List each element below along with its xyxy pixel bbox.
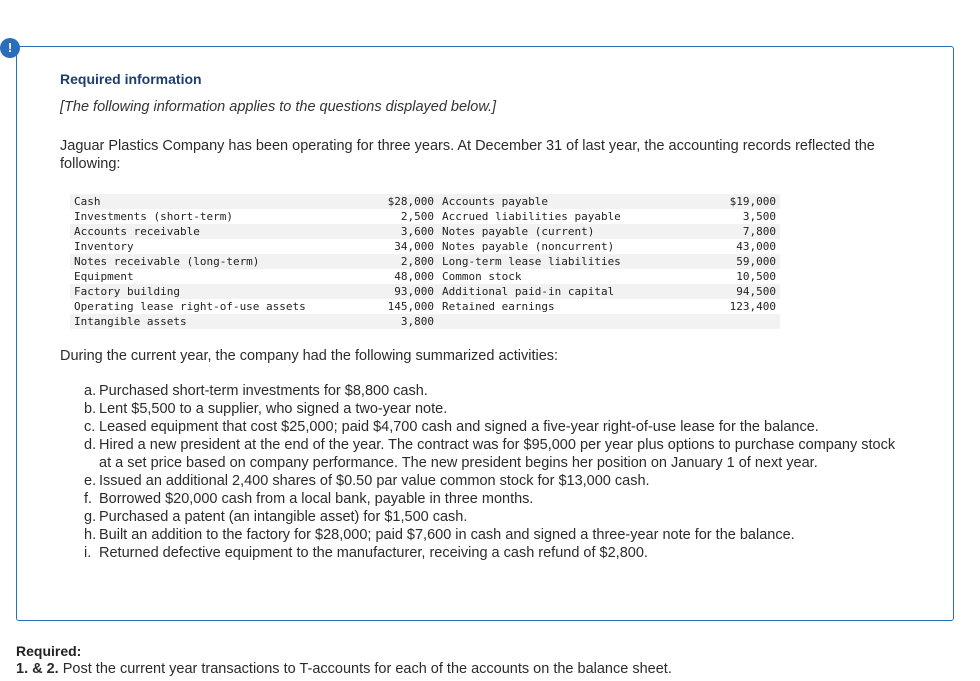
balance-row — [70, 269, 780, 284]
activity-item — [84, 436, 904, 472]
activity-text: Returned defective equipment to the manufacturer, receiving a cash refund of $2,800. — [99, 545, 648, 561]
panel-title: Required information — [60, 71, 202, 87]
liability-label: Notes payable (noncurrent) — [442, 240, 615, 253]
liability-label: Common stock — [442, 270, 522, 283]
activities-list — [84, 382, 904, 562]
activity-marker: b. — [84, 401, 97, 417]
balance-table — [70, 194, 780, 329]
required-text: Post the current year transactions to T-accounts for each of the accounts on the balance sheet. — [62, 661, 672, 677]
activity-marker: h. — [84, 527, 97, 543]
asset-label: Factory building — [70, 284, 370, 299]
intro-paragraph: Jaguar Plastics Company has been operating for three years. At December 31 of last year, the accounting records reflected the following: — [60, 138, 875, 172]
asset-label: Cash — [70, 194, 370, 209]
activity-item — [84, 418, 904, 436]
asset-label: Notes receivable (long-term) — [70, 254, 370, 269]
activity-marker: f. — [84, 491, 93, 507]
alert-icon: ! — [0, 38, 20, 58]
required-number: 1. & 2. — [16, 661, 59, 677]
asset-label: Inventory — [74, 240, 134, 253]
activity-item — [84, 508, 904, 526]
liability-label: Notes payable (current) — [438, 224, 698, 239]
asset-value: 3,800 — [370, 314, 438, 329]
activity-text: Built an addition to the factory for $28,000; paid $7,600 in cash and signed a three-year note for the balance. — [99, 527, 795, 543]
asset-value: $28,000 — [370, 194, 438, 209]
liability-label: Retained earnings — [442, 300, 555, 313]
asset-value: 93,000 — [370, 284, 438, 299]
liability-value: 7,800 — [698, 224, 780, 239]
balance-row — [70, 284, 780, 299]
asset-label: Accounts receivable — [70, 224, 370, 239]
asset-value: 145,000 — [387, 300, 434, 313]
asset-value: 2,500 — [400, 210, 434, 223]
activity-marker: g. — [84, 509, 97, 525]
activity-text: Purchased a patent (an intangible asset) for $1,500 cash. — [99, 509, 468, 525]
balance-row — [70, 209, 780, 224]
balance-row — [70, 239, 780, 254]
liability-label: Additional paid-in capital — [438, 284, 698, 299]
activity-marker: e. — [84, 473, 97, 489]
asset-value: 3,600 — [370, 224, 438, 239]
asset-label: Intangible assets — [70, 314, 370, 329]
balance-row — [70, 224, 780, 239]
liability-value: $19,000 — [698, 194, 780, 209]
panel-subtitle: [The following information applies to the questions displayed below.] — [60, 99, 497, 115]
activity-marker: a. — [84, 383, 97, 399]
asset-label: Investments (short-term) — [74, 210, 233, 223]
liability-value: 59,000 — [698, 254, 780, 269]
asset-label: Equipment — [74, 270, 134, 283]
activities-intro: During the current year, the company had the following summarized activities: — [60, 348, 559, 364]
required-heading: Required: — [16, 643, 82, 659]
activity-text: Issued an additional 2,400 shares of $0.50 par value common stock for $13,000 cash. — [99, 473, 650, 489]
required-instruction — [16, 661, 672, 677]
activity-text: Hired a new president at the end of the year. The contract was for $95,000 per year plus options to purchase company stock at a set price based on company performance. The new president begins her position on January 1 of next year. — [99, 437, 896, 471]
activity-marker: c. — [84, 419, 96, 435]
activity-item — [84, 382, 904, 400]
balance-row — [70, 299, 780, 314]
asset-value: 2,800 — [370, 254, 438, 269]
activity-item — [84, 400, 904, 418]
activity-item — [84, 472, 904, 490]
activity-text: Leased equipment that cost $25,000; paid $4,700 cash and signed a five-year right-of-use lease for the balance. — [99, 419, 819, 435]
balance-row — [70, 314, 780, 329]
liability-value: 10,500 — [736, 270, 776, 283]
liability-label: Accounts payable — [438, 194, 698, 209]
activity-marker: d. — [84, 437, 97, 453]
activity-text: Lent $5,500 to a supplier, who signed a two-year note. — [99, 401, 448, 417]
activity-text: Borrowed $20,000 cash from a local bank, payable in three months. — [99, 491, 534, 507]
liability-label: Long-term lease liabilities — [438, 254, 698, 269]
activity-marker: i. — [84, 545, 92, 561]
balance-row — [70, 254, 780, 269]
liability-value: 43,000 — [736, 240, 776, 253]
activity-item — [84, 544, 904, 562]
asset-label: Operating lease right-of-use assets — [74, 300, 306, 313]
liability-value: 123,400 — [729, 300, 776, 313]
liability-value — [698, 314, 780, 329]
activity-item — [84, 526, 904, 544]
asset-value: 34,000 — [394, 240, 434, 253]
activity-text: Purchased short-term investments for $8,800 cash. — [99, 383, 428, 399]
liability-label — [438, 314, 698, 329]
balance-row — [70, 194, 780, 209]
liability-label: Accrued liabilities payable — [442, 210, 621, 223]
asset-value: 48,000 — [394, 270, 434, 283]
liability-value: 94,500 — [698, 284, 780, 299]
activity-item — [84, 490, 904, 508]
liability-value: 3,500 — [742, 210, 776, 223]
